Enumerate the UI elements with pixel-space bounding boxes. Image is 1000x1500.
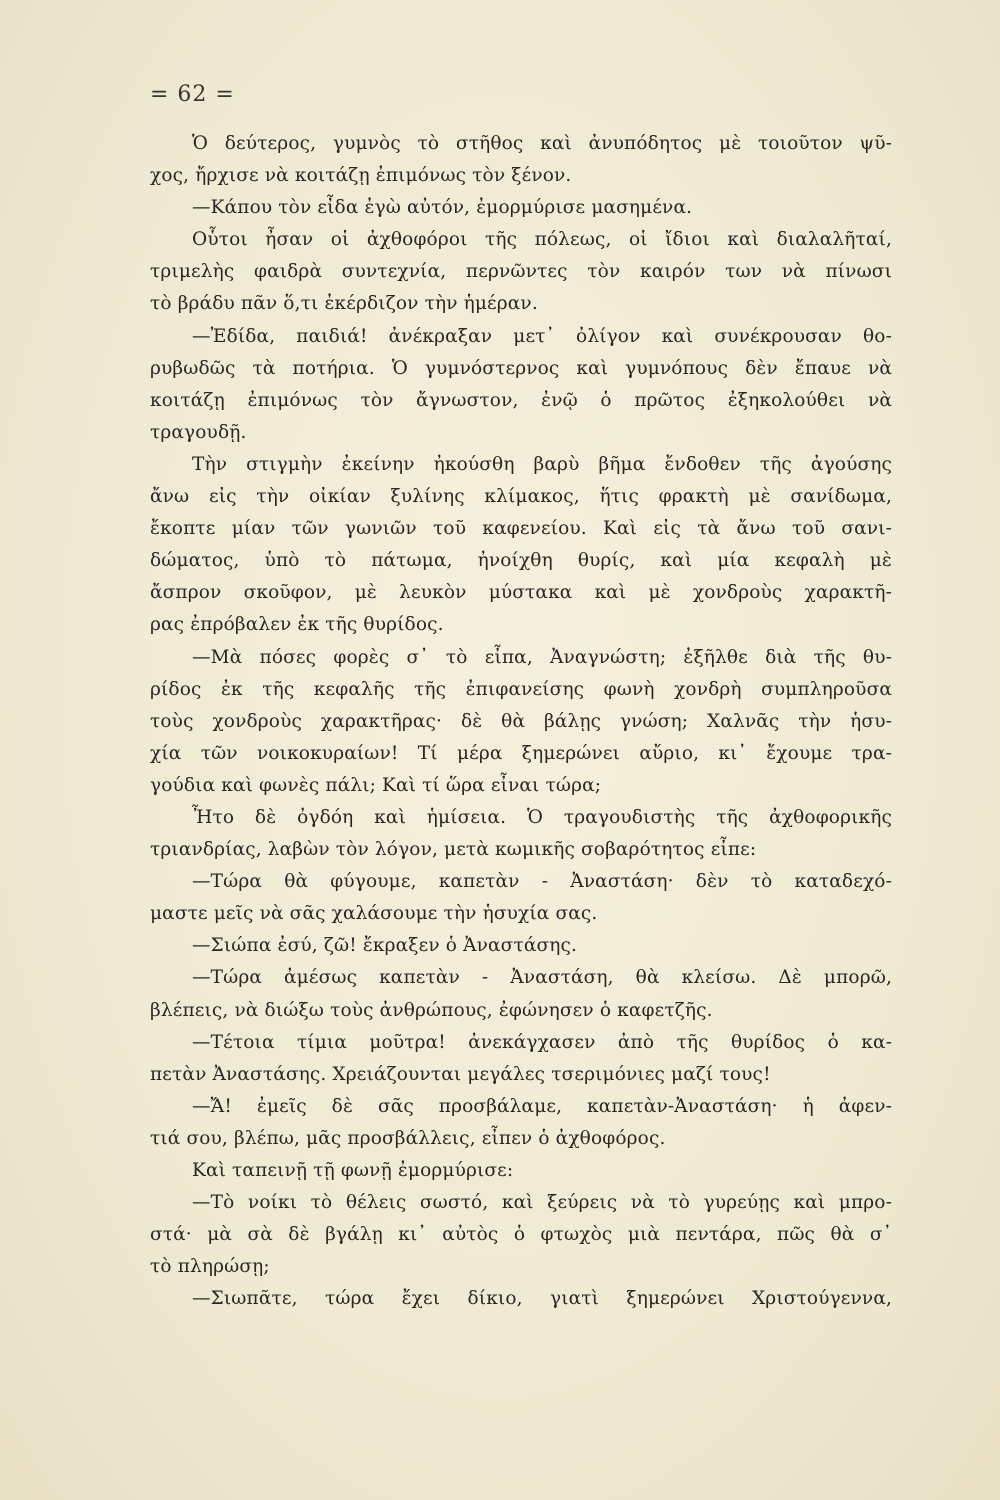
text-line: Ὁ δεύτερος, γυμνὸς τὸ στῆθος καὶ ἀνυπόδητος μὲ τοιοῦτον ψῦ- (192, 133, 892, 154)
text-line: τριανδρίας, λαβὼν τὸν λόγον, μετὰ κωμικῆς σοβαρότητος εἶπε: (150, 839, 757, 861)
text-line: —Σιωπᾶτε, τώρα ἔχει δίκιο, γιατὶ ξημερώνει Χριστούγεννα, (192, 1288, 892, 1310)
text-line: —Μὰ πόσες φορὲς σ᾽ τὸ εἶπα, Ἀναγνώστη; ἐξῆλθε διὰ τῆς θυ- (192, 646, 892, 668)
text-line: —Τὸ νοίκι τὸ θέλεις σωστό, καὶ ξεύρεις νὰ τὸ γυρεύῃς καὶ μπρο- (192, 1192, 892, 1214)
text-line: τριμελὴς φαιδρὰ συντεχνία, περνῶντες τὸν καιρόν των νὰ πίνωσι (150, 261, 892, 283)
text-line: ἄνω εἰς τὴν οἰκίαν ξυλίνης κλίμακος, ἥτις φρακτὴ μὲ σανίδωμα, (150, 486, 892, 508)
text-line: Ἦτο δὲ ὀγδόη καὶ ἡμίσεια. Ὁ τραγουδιστὴς τῆς ἀχθοφορικῆς (192, 806, 892, 828)
text-line: κοιτάζῃ ἐπιμόνως τὸν ἄγνωστον, ἐνῷ ὁ πρῶτος ἐξηκολούθει νὰ (150, 389, 892, 411)
text-line: —Σιώπα ἐσύ, ζῶ! ἔκραξεν ὁ Ἀναστάσης. (192, 935, 578, 957)
text-line: ἔκοπτε μίαν τῶν γωνιῶν τοῦ καφενείου. Καὶ εἰς τὰ ἄνω τοῦ σανι- (150, 518, 892, 540)
text-line: βλέπεις, νὰ διώξω τοὺς ἀνθρώπους, ἐφώνησεν ὁ καφετζῆς. (150, 999, 713, 1021)
text-line: ρίδος ἐκ τῆς κεφαλῆς τῆς ἐπιφανείσης φωνὴ χονδρὴ συμπληροῦσα (150, 678, 892, 700)
text-line: —Τώρα ἀμέσως καπετὰν - Ἀναστάση, θὰ κλείσω. Δὲ μπορῶ, (192, 967, 892, 989)
text-line: —Τώρα θὰ φύγουμε, καπετὰν - Ἀναστάση· δὲν τὸ καταδεχό- (192, 871, 892, 893)
text-line: πετὰν Ἀναστάσης. Χρειάζουνται μεγάλες τσεριμόνιες μαζί τους! (150, 1063, 771, 1085)
page-number: = 62 = (150, 82, 235, 107)
text-line: ἄσπρον σκοῦφον, μὲ λευκὸν μύστακα καὶ μὲ χονδροὺς χαρακτῆ- (150, 582, 892, 604)
text-line: —Κάπου τὸν εἶδα ἐγὼ αὐτόν, ἐμορμύρισε μασημένα. (192, 197, 693, 219)
text-line: τὸ πληρώσῃ; (150, 1256, 270, 1278)
text-line: —Ἄ! ἐμεῖς δὲ σᾶς προσβάλαμε, καπετὰν-Ἀναστάση· ἡ ἀφεν- (192, 1095, 892, 1117)
text-line: τὸ βράδυ πᾶν ὅ,τι ἐκέρδιζον τὴν ἡμέραν. (150, 293, 538, 315)
text-line: δώματος, ὑπὸ τὸ πάτωμα, ἠνοίχθη θυρίς, καὶ μία κεφαλὴ μὲ (150, 550, 892, 572)
text-line: στά· μὰ σὰ δὲ βγάλῃ κι᾽ αὐτὸς ὁ φτωχὸς μιὰ πεντάρα, πῶς θὰ σ᾽ (150, 1224, 892, 1246)
text-line: γούδια καὶ φωνὲς πάλι; Καὶ τί ὥρα εἶναι τώρα; (150, 774, 602, 796)
text-line: μαστε μεῖς νὰ σᾶς χαλάσουμε τὴν ἡσυχία σας. (150, 903, 598, 925)
text-line: —Ἐδίδα, παιδιά! ἀνέκραξαν μετ᾽ ὀλίγον καὶ συνέκρουσαν θο- (192, 325, 892, 347)
text-line: χία τῶν νοικοκυραίων! Τί μέρα ξημερώνει αὔριο, κι᾽ ἔχουμε τρα- (150, 742, 892, 764)
text-line: τιά σου, βλέπω, μᾶς προσβάλλεις, εἶπεν ὁ ἀχθοφόρος. (150, 1127, 666, 1149)
text-line: χος, ἤρχισε νὰ κοιτάζῃ ἐπιμόνως τὸν ξένον. (150, 165, 572, 187)
text-line: ρας ἐπρόβαλεν ἐκ τῆς θυρίδος. (150, 614, 444, 636)
text-line: ρυβωδῶς τὰ ποτήρια. Ὁ γυμνόστερνος καὶ γυμνόπους δὲν ἔπαυε νὰ (150, 357, 892, 379)
text-line: τοὺς χονδροὺς χαρακτῆρας· δὲ θὰ βάλῃς γνώση; Χαλνᾶς τὴν ἡσυ- (150, 710, 892, 732)
text-line: Καὶ ταπεινῇ τῇ φωνῇ ἐμορμύρισε: (192, 1160, 514, 1181)
text-line: Τὴν στιγμὴν ἐκείνην ἠκούσθη βαρὺ βῆμα ἔνδοθεν τῆς ἀγούσης (192, 453, 892, 475)
text-line: τραγουδῇ. (150, 421, 247, 443)
text-line: —Τέτοια τίμια μοῦτρα! ἀνεκάγχασεν ἀπὸ τῆς θυρίδος ὁ κα- (192, 1031, 892, 1053)
text-line: Οὗτοι ἦσαν οἱ ἀχθοφόροι τῆς πόλεως, οἱ ἴδιοι καὶ διαλαλῆταί, (192, 229, 892, 251)
body-text (150, 128, 892, 1315)
